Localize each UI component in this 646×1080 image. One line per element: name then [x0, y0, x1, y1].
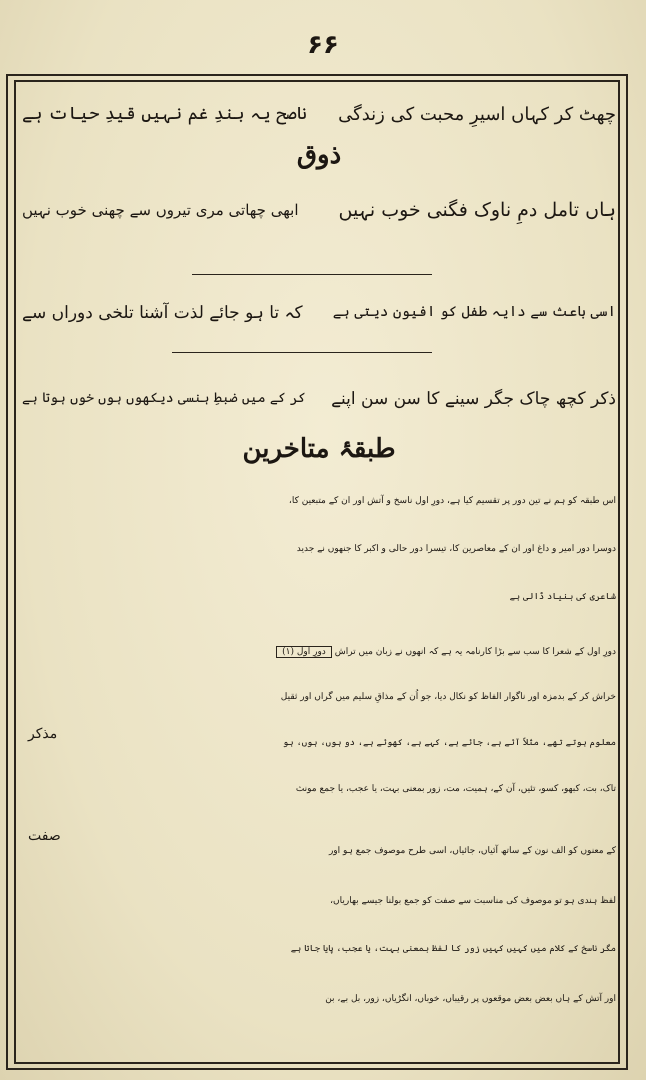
verse-2-first-hemistich: ہاں تامل دمِ ناوک فگنی خوب نہیں — [338, 199, 616, 221]
section-line: کے معنوں کو الف نون کے ساتھ آئیاں، جائیاں، اسی طرح موصوف جمع ہو اور — [328, 846, 616, 856]
verse-1-second-hemistich: ناصح یہ بندِ غم نہیں قیدِ حیات ہے — [22, 104, 308, 124]
verse-3 — [22, 292, 616, 332]
prose-line: اس طبقہ کو ہم نے تین دور پر تقسیم کیا ہے، دورِ اول ناسخ و آتش اور ان کے متبعین کا، — [288, 496, 616, 506]
divider-rule — [192, 274, 432, 275]
section-line: خراش کر کے بدمزہ اور ناگوار الفاظ کو نکال دیا، جو اُن کے مذاقِ سلیم میں گراں اور ثقیل — [280, 692, 616, 702]
section-line: معلوم ہوتے تھے، مثلاً آئے ہے، جائے ہے، کہے ہے، کھوئے ہے، دو ہوں، ہوں، ہو — [283, 738, 616, 748]
verse-4 — [22, 378, 616, 418]
verse-2-second-hemistich: ابھی چھاتی مری تیروں سے چھنی خوب نہیں — [22, 201, 299, 219]
verse-1-first-hemistich: چھٹ کر کہاں اسیرِ محبت کی زندگی — [338, 103, 616, 125]
section-line: اور آتش کے ہاں بعض بعض موقعوں پر رقیباں، خوباں، انگڑیاں، زور، بل بے، بن — [325, 994, 616, 1004]
heading-zauq: ذوق — [296, 140, 342, 170]
heading-mutaakhirin: طبقۂ متاخرین — [242, 434, 396, 464]
verse-4-first-hemistich: ذکر کچھ چاک جگر سینے کا سن سن اپنے — [331, 388, 616, 409]
page-content — [22, 86, 616, 1056]
prose-line: شاعری کی بنیاد ڈالی ہے — [509, 592, 616, 602]
verse-2 — [22, 190, 616, 230]
prose-line: دوسرا دور امیر و داغ اور ان کے معاصرین کا، تیسرا دور حالی و اکبر کا جنھوں نے جدید — [296, 544, 616, 554]
section-text: دورِ اول کے شعرا کا سب سے بڑا کارنامہ یہ ہے کہ انھوں نے زبان میں تراش — [334, 647, 616, 657]
margin-note-sifat: صفت — [28, 828, 61, 844]
verse-3-second-hemistich: کہ تا ہو جائے لذت آشنا تلخی دوراں سے — [22, 302, 303, 323]
section-first-line — [22, 646, 616, 658]
verse-4-second-hemistich: کر کے میں ضبطِ ہنسی دیکھوں ہوں خوں ہوتا ہے — [22, 390, 306, 406]
section-label-daur-e-awwal: دورِ اول (۱) — [276, 646, 332, 658]
margin-note-mazkur: مذکر — [28, 726, 58, 742]
divider-rule — [172, 352, 432, 353]
verse-3-first-hemistich: اسی باعث سے دایہ طفل کو افیون دیتی ہے — [332, 304, 616, 320]
section-line: تاک، بت، کبھو، کسو، تئیں، آن کے، ہمیت، مت، زور بمعنی بہت، یا عجب، یا جمع مونث — [295, 784, 616, 794]
verse-1 — [22, 94, 616, 134]
page-number: ۶۶ — [307, 30, 339, 60]
section-line: مگر ناسخ کے کلام میں کہیں کہیں زور کا لفظ بمعنی بہت، یا عجب، پایا جاتا ہے — [290, 944, 616, 954]
section-line: لفظ ہندی ہو تو موصوف کی مناسبت سے صفت کو جمع بولنا جیسے بھاریاں، — [330, 896, 616, 906]
